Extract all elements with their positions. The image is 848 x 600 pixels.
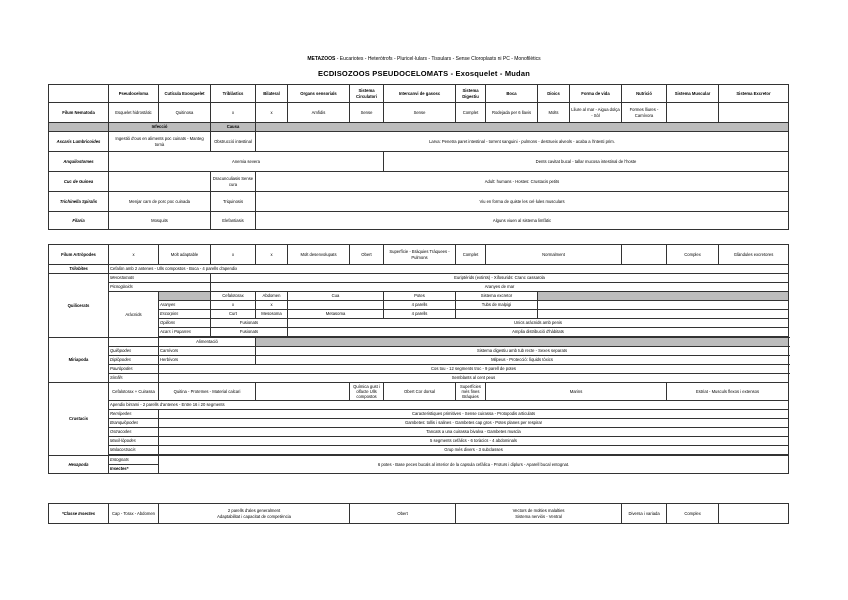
cell: Herbívors — [159, 356, 256, 365]
cell-line: Vectors de molties malalties — [512, 508, 565, 514]
cell: Fusionats — [211, 328, 288, 337]
cell: Carnívors — [159, 347, 256, 356]
cell — [622, 245, 667, 265]
taxon-label: Malacostracis — [109, 446, 159, 455]
cell: Alguns viuen al sistema limfàtic — [256, 212, 789, 230]
ascaris-row — [49, 132, 789, 152]
picnogonids-row — [49, 283, 789, 292]
cell: Tancats a una cuirassa bivalva - Gambetes muscla — [159, 428, 789, 437]
cell-line: Adaptabilitat i capacitat de competència — [217, 513, 291, 519]
sub-header: Cua — [288, 292, 384, 301]
taxon-label: Pauròpodes — [109, 365, 159, 374]
opilions-row — [49, 319, 789, 328]
simfils-row — [49, 374, 789, 383]
taxon-label: Opilions — [159, 319, 211, 328]
cell: Mosquits — [109, 212, 211, 230]
taxon-label: Quilòpodes — [109, 347, 159, 356]
cell: Elefantiasis — [211, 212, 256, 230]
entognats-row — [49, 456, 789, 465]
cell: Caracteristiques primitives - Sense cuirassa - Protopodis articulats — [159, 410, 789, 419]
cell: Quitina - Proteïnes - Material calcari — [159, 383, 256, 401]
col-header: Dioics — [538, 85, 570, 103]
cell: Superfície - Bràquies Tràquees - Pulmons — [384, 245, 456, 265]
filum-nematoda-row — [49, 103, 789, 123]
cell — [719, 103, 789, 123]
cell: Marins — [486, 383, 667, 401]
sub-header: Abdomen — [256, 292, 288, 301]
cell — [667, 103, 719, 123]
cell — [456, 310, 538, 319]
filum-artropodes-row — [49, 245, 789, 265]
escorpins-row — [49, 310, 789, 319]
cell: Complet — [456, 103, 486, 123]
cell: 4 parells — [384, 301, 456, 310]
cell: Semblants al cent peus — [159, 374, 789, 383]
cell: Euriptèrids (extints) - Xifosurids: Cranc cassarola — [211, 274, 789, 283]
cell: Estriat - Musculs flexos i extensos — [667, 383, 789, 401]
row-label: Trichinella Spiralis — [49, 192, 109, 212]
nematoda-table — [48, 84, 789, 230]
cell: Cap - Torax - Abdomen — [109, 504, 159, 524]
cell: Quitinosa — [159, 103, 211, 123]
cell: Viu en forma de quiste les cel·lules musculars — [256, 192, 789, 212]
col-header: Cutícula Exosquelet — [159, 85, 211, 103]
merostomats-row — [49, 274, 789, 283]
cell: Fusionats — [211, 319, 288, 328]
cell: x — [211, 103, 256, 123]
cell-line: 2 parells d'ales generalment — [227, 508, 281, 514]
maxilopodes-row — [49, 437, 789, 446]
cell: Amfidis — [288, 103, 350, 123]
metazoa-subtitle: METAZOOS - Eucariotes - Heteròtrofs - Pluricel·lulars - Tissulars - Sense Cloroplasts ni PC - Monofilètics — [307, 56, 541, 62]
cell: Sense — [350, 103, 384, 123]
taxon-label: Aranyes — [159, 301, 211, 310]
aranyes-row — [49, 301, 789, 310]
cell: Esquelet hidrostàtic — [109, 103, 159, 123]
cell — [288, 301, 384, 310]
col-header: Boca — [486, 85, 538, 103]
cell: Sistema digestiu amb tub recte - Sexes separats — [256, 347, 789, 356]
col-header: Nutrició — [622, 85, 667, 103]
row-label: Anquilostomes — [49, 152, 109, 172]
cell: Unics aràcnids amb penis — [288, 319, 789, 328]
col-header: Sistema Digestiu — [456, 85, 486, 103]
row-label: Miriapoda — [49, 338, 109, 383]
cell: Cefalòn amb 2 antenes - Ulls compostos - Boca - 4 parells d'apendix — [109, 265, 789, 274]
insecta-table — [48, 503, 789, 524]
infeccio-header: Infecció — [109, 123, 211, 132]
taxon-label: Diplòpodes — [109, 356, 159, 365]
cell: Glàndules excretores — [719, 245, 789, 265]
cell: Obstrucció intestinal — [211, 132, 256, 152]
cell: x — [256, 103, 288, 123]
cell-line: Sistema nerviós - Ventral — [515, 513, 562, 519]
nematoda-header-row — [49, 85, 789, 103]
cell: Metasoma — [288, 310, 384, 319]
cell: Tubs de malpigi — [456, 301, 538, 310]
trilobites-row — [49, 265, 789, 274]
cell: Apendix birrami - 2 parells d'antenes - Entre 16 i 20 segments — [109, 401, 789, 410]
cell: Lliure al mar - Aigua dolça - Sòl — [570, 103, 622, 123]
anquilostomes-row — [49, 152, 789, 172]
col-header: Sistema Circulatori — [350, 85, 384, 103]
arthropoda-table — [48, 244, 789, 474]
taxon-label: Ostracodes — [109, 428, 159, 437]
row-label: Ascaris Lumbricoides — [49, 132, 109, 152]
cell: Complex — [667, 504, 719, 524]
col-header: Sistema Excretor — [719, 85, 789, 103]
alimentacio-row — [49, 338, 789, 347]
row-label: Cuc de Guinea — [49, 172, 109, 192]
sub-header: Alimentació — [159, 338, 256, 347]
sub-header: Cefalotorax — [211, 292, 256, 301]
cell: Aranyes de mar — [211, 283, 789, 292]
cell: Anemia severa — [109, 152, 384, 172]
taxon-label: Escorpins — [159, 310, 211, 319]
cell: Cefalotorax + Cuirassa — [109, 383, 159, 401]
cell: Diversa i variada — [622, 504, 667, 524]
cell: 5 segments cefàlics - 6 toràcics - 4 abdominals — [159, 437, 789, 446]
malacostracis-row — [49, 446, 789, 455]
cell: Molt desenvolupats — [288, 245, 350, 265]
row-label: Filum Nematoda — [49, 103, 109, 123]
row-label: Trilobites — [49, 265, 109, 274]
taxon-label: Insectes* — [109, 465, 159, 474]
cell: Curt — [211, 310, 256, 319]
row-label: Filaria — [49, 212, 109, 230]
cell: Amplia distribució d'hàbitats — [288, 328, 789, 337]
col-header: Sistema Muscular — [667, 85, 719, 103]
causa-header: Causa — [211, 123, 256, 132]
cell: 6 potes - Base peces bucals al interior de la capsula cefàlica - Proturs i diplurs - Aparell bucal entognat. — [159, 456, 789, 474]
cell: Mesosoma — [256, 310, 288, 319]
sub-header: Potes — [384, 292, 456, 301]
remipedes-row — [49, 410, 789, 419]
sub-header: Sistema excretor — [456, 292, 538, 301]
branquiopodes-row — [49, 419, 789, 428]
page-title: ECDISOZOOS PSEUDOCELOMATS - Exosquelet - Mudan — [318, 69, 530, 78]
taxon-label: Remípedes — [109, 410, 159, 419]
corner-cell — [49, 85, 109, 103]
taxon-label: Acars i Paparres — [159, 328, 211, 337]
diplopodes-row — [49, 356, 789, 365]
cell: x — [256, 245, 288, 265]
cell: Molts — [538, 103, 570, 123]
paurapodes-row — [49, 365, 789, 374]
cuc-guinea-row — [49, 172, 789, 192]
cell: Obert Cor dorsal — [384, 383, 456, 401]
cell: Sense — [384, 103, 456, 123]
aracnids-header-row — [49, 292, 789, 301]
col-header: Intercanvi de gasosc — [384, 85, 456, 103]
taxon-label: Branquiòpodes — [109, 419, 159, 428]
filaria-row — [49, 212, 789, 230]
cell: Química gust i olfacte Ulls compostos — [350, 383, 384, 401]
cell: x — [109, 245, 159, 265]
taxon-label: Símfils — [109, 374, 159, 383]
cell — [456, 504, 622, 524]
cell: Molt adaptable — [159, 245, 211, 265]
classe-insectes-row — [49, 504, 789, 524]
taxon-label: Entognats — [109, 456, 159, 465]
subgroup-label: Aràcnids — [109, 292, 159, 338]
cell: x — [211, 245, 256, 265]
cell: Cos tou - 12 segments troc - 9 parell de potes — [159, 365, 789, 374]
cell: Ingestió d'ous en aliments poc cuinats - Manteg tornà — [109, 132, 211, 152]
acars-row — [49, 328, 789, 337]
col-header: Organs sensorials — [288, 85, 350, 103]
cell: Superfícies més fines Bràquies — [456, 383, 486, 401]
col-header: Pseudoceloma — [109, 85, 159, 103]
cell: Obert — [350, 245, 384, 265]
crustacis-main-row — [49, 383, 789, 401]
cell: Menjar carn de porc poc cuinada — [109, 192, 211, 212]
cell: Milpeus - Protecció: líquids tòxics — [256, 356, 789, 365]
row-label: Crustacis — [49, 383, 109, 456]
cell: x — [256, 301, 288, 310]
crustacis-appendix-row — [49, 401, 789, 410]
cell: Grup més divers - 3 subclasses — [159, 446, 789, 455]
cell: Adult: humans - Hostes: Crustacis petits — [256, 172, 789, 192]
cell: Dents cavitat bucal - tallar mucosa intestinal de l'hoste — [384, 152, 789, 172]
cell — [159, 504, 350, 524]
cell: 4 parells — [384, 310, 456, 319]
cell: Complex — [667, 245, 719, 265]
cell: Triquinosis — [211, 192, 256, 212]
row-label: Hexapoda — [49, 456, 109, 474]
infeccio-header-row — [49, 123, 789, 132]
cell: Rodejada per 6 llavis — [486, 103, 538, 123]
row-label: Filum Artròpodes — [49, 245, 109, 265]
ostracodes-row — [49, 428, 789, 437]
cell: Formes lliures - Carnívora — [622, 103, 667, 123]
subgroup-label: Merostomats — [109, 274, 211, 283]
trichinella-row — [49, 192, 789, 212]
cell: x — [211, 301, 256, 310]
cell: Larva: Penetra paret intestinal - torrent sanguini - pulmons - destrueix alveols - acaba a l'intesti prim. — [256, 132, 789, 152]
cell: Complet — [456, 245, 486, 265]
cell: Dracunculiasis Sense cura — [211, 172, 256, 192]
taxon-label: Maxil·lòpodes — [109, 437, 159, 446]
row-label: Quilicerats — [49, 274, 109, 338]
quilopodes-row — [49, 347, 789, 356]
cell: Normalment — [486, 245, 622, 265]
subgroup-label: Picnogònids — [109, 283, 211, 292]
cell: Obert — [350, 504, 456, 524]
col-header: Triblàstics — [211, 85, 256, 103]
col-header: Forma de vida — [570, 85, 622, 103]
row-label: *Classe Insectes — [49, 504, 109, 524]
cell: Gambetes: tollis i salines - Gambetes cap gros - Potes planes per respirar — [159, 419, 789, 428]
col-header: Bilateral — [256, 85, 288, 103]
